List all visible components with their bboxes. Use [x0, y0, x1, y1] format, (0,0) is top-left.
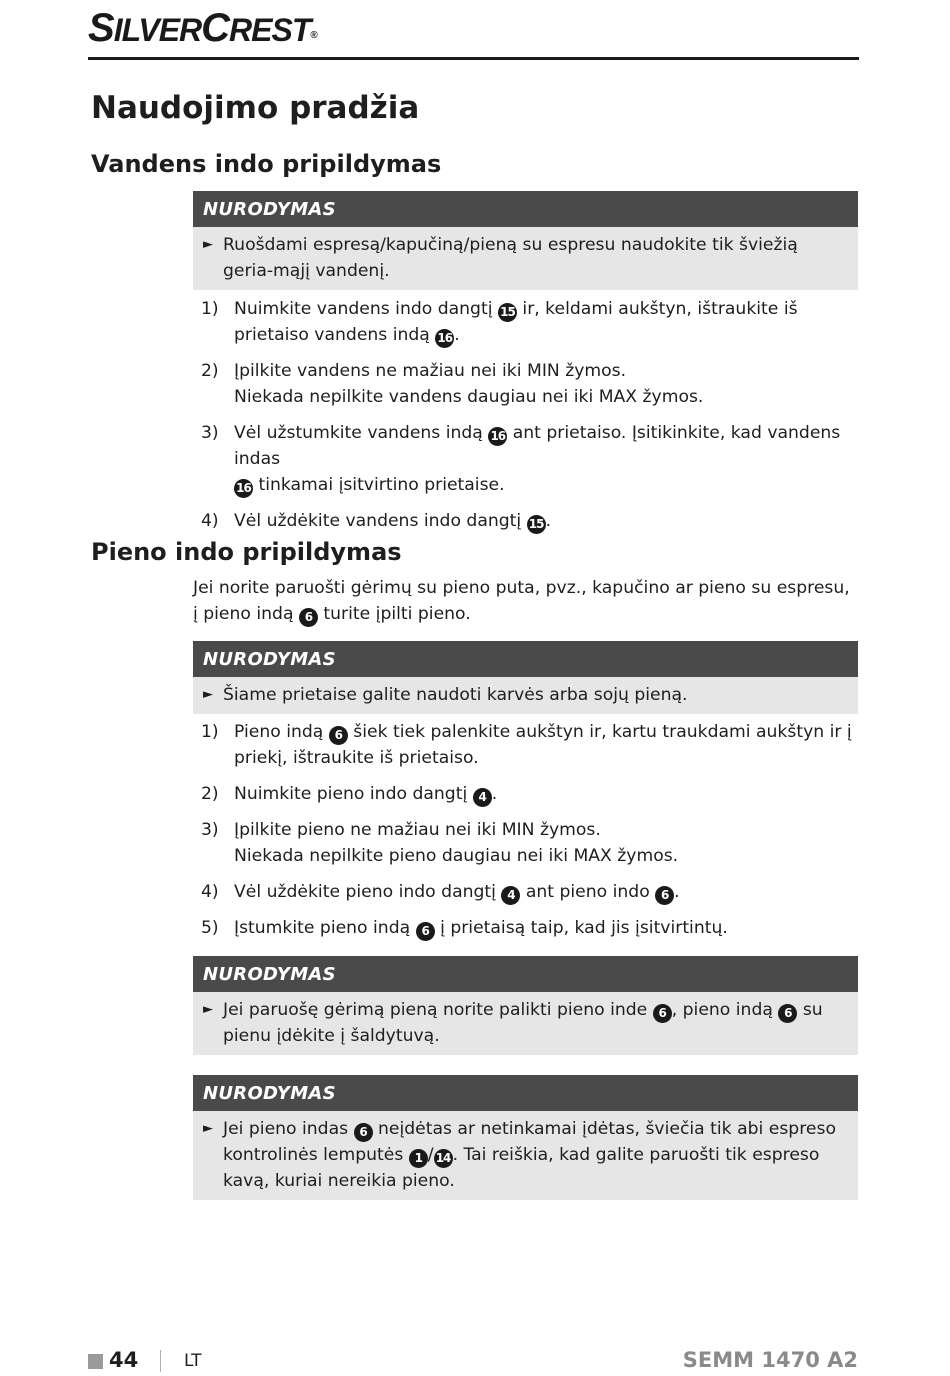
- note-text: Šiame prietaise galite naudoti karvės arba sojų pieną.: [223, 685, 688, 705]
- triangle-bullet-icon: ►: [203, 237, 213, 252]
- triangle-bullet-icon: ►: [203, 1002, 213, 1017]
- square-marker-icon: [88, 1354, 103, 1369]
- triangle-bullet-icon: ►: [203, 687, 213, 702]
- circled-number-icon: 6: [416, 922, 435, 941]
- circled-number-icon: 6: [354, 1123, 373, 1142]
- circled-number-icon: 14: [434, 1149, 453, 1168]
- note-heading: NURODYMAS: [193, 1075, 858, 1111]
- note-water: [193, 191, 858, 290]
- circled-number-icon: 16: [234, 479, 253, 498]
- note-milk-storage: NURODYMAS ► Jei paruošę gėrimą pieną norite palikti pieno inde 6 , pieno indą 6 su pienu įdėkite į šaldytuvą.: [193, 956, 858, 1055]
- note-heading: NURODYMAS: [193, 956, 858, 992]
- list-item: 4) Vėl uždėkite vandens indo dangtį 15 .: [193, 508, 858, 534]
- circled-number-icon: 6: [778, 1004, 797, 1023]
- page-number: 44: [109, 1348, 139, 1372]
- list-item: 3) Įpilkite pieno ne mažiau nei iki MIN žymos. Niekada nepilkite pieno daugiau nei iki MAX žymos.: [201, 820, 679, 866]
- circled-number-icon: 6: [653, 1004, 672, 1023]
- header-rule: [88, 57, 859, 60]
- list-item: 2) Įpilkite vandens ne mažiau nei iki MIN žymos. Niekada nepilkite vandens daugiau nei iki MAX žymos.: [201, 361, 704, 407]
- footer-divider: [160, 1350, 161, 1372]
- circled-number-icon: 6: [655, 886, 674, 905]
- triangle-bullet-icon: ►: [203, 1121, 213, 1136]
- circled-number-icon: 16: [435, 329, 454, 348]
- milk-intro: Jei norite paruošti gėrimų su pieno puta, pvz., kapučino ar pieno su espresu, į pieno indą 6 turite įpilti pieno.: [193, 575, 858, 627]
- page-footer: [88, 1346, 858, 1376]
- note-milk-type: [193, 641, 858, 714]
- list-item: 1) Nuimkite vandens indo dangtį 15 ir, keldami aukštyn, ištraukite iš prietaiso vandens indą 16 .: [193, 296, 858, 348]
- circled-number-icon: 4: [473, 788, 492, 807]
- circled-number-icon: 15: [498, 303, 517, 322]
- circled-number-icon: 1: [409, 1149, 428, 1168]
- language-code: LT: [184, 1351, 202, 1371]
- page-title: Naudojimo pradžia: [91, 90, 420, 126]
- circled-number-icon: 16: [488, 427, 507, 446]
- circled-number-icon: 4: [501, 886, 520, 905]
- list-item: 3) Vėl užstumkite vandens indą 16 ant prietaiso. Įsitikinkite, kad vandens indas 16 tinkamai įsitvirtino prietaise.: [193, 420, 858, 498]
- note-heading: NURODYMAS: [193, 641, 858, 677]
- list-item: 4) Vėl uždėkite pieno indo dangtį 4 ant pieno indo 6 .: [193, 879, 858, 905]
- brand-logo: SILVERCREST®: [88, 6, 317, 50]
- circled-number-icon: 6: [299, 608, 318, 627]
- circled-number-icon: 6: [329, 726, 348, 745]
- note-heading: NURODYMAS: [193, 191, 858, 227]
- model-number: SEMM 1470 A2: [682, 1348, 858, 1372]
- circled-number-icon: 15: [527, 515, 546, 534]
- list-item: 2) Nuimkite pieno indo dangtį 4 .: [193, 781, 858, 807]
- list-item: 5) Įstumkite pieno indą 6 į prietaisą taip, kad jis įsitvirtintų.: [193, 915, 858, 941]
- note-milk-missing: NURODYMAS ► Jei pieno indas 6 neįdėtas ar netinkamai įdėtas, šviečia tik abi espreso kontrolinės lemputės 1 / 14 . Tai reiškia, kad galite paruošti tik espreso kavą, kuriai nereikia pieno.: [193, 1075, 858, 1200]
- water-steps: [193, 296, 858, 544]
- list-item: 1) Pieno indą 6 šiek tiek palenkite aukštyn ir, kartu traukdami aukštyn ir į priekį, ištraukite iš prietaiso.: [201, 722, 852, 768]
- section-title-milk: Pieno indo pripildymas: [91, 538, 402, 566]
- milk-steps: [193, 719, 858, 951]
- note-text: Ruošdami espresą/kapučiną/pieną su espresu naudokite tik šviežią geria-mąjį vandenį.: [223, 235, 798, 281]
- section-title-water: Vandens indo pripildymas: [91, 150, 442, 178]
